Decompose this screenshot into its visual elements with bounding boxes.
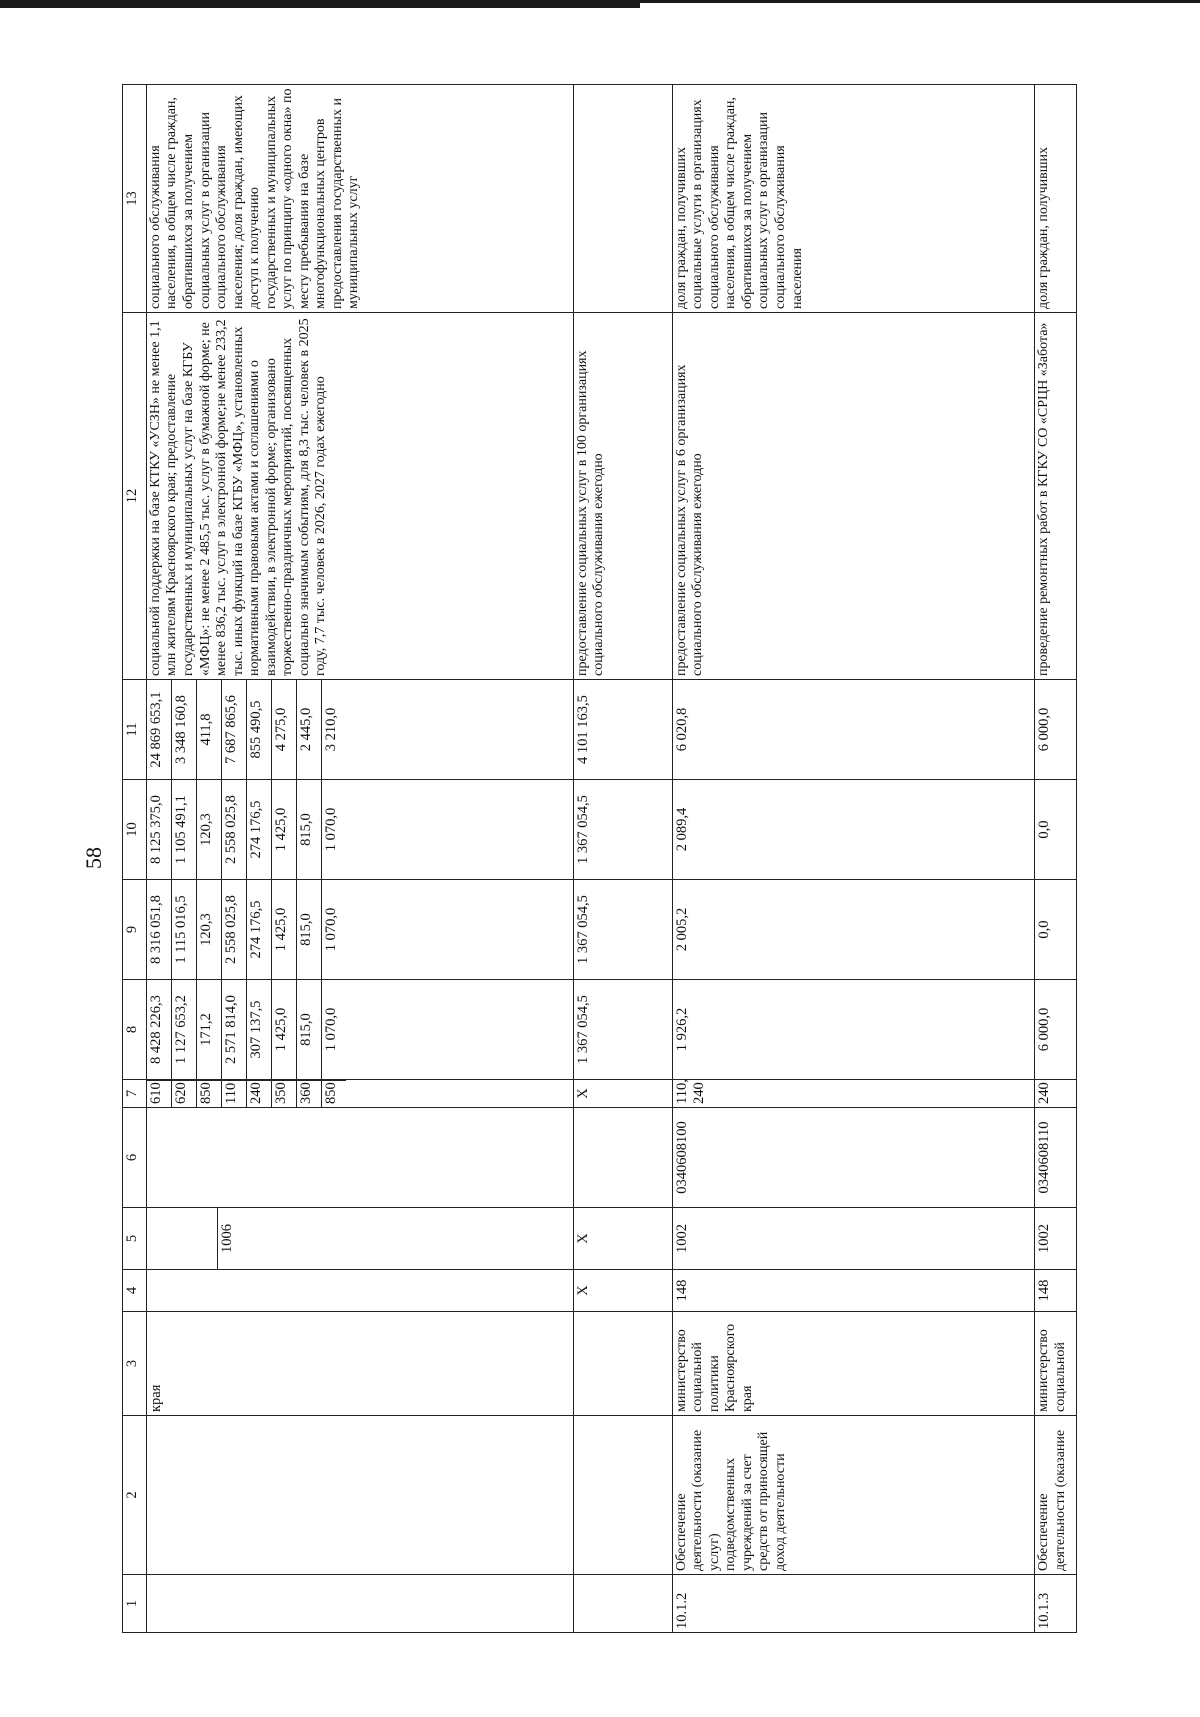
cell-expense-codes: 610 620 850 110 240 350 360 850	[146, 1080, 573, 1108]
cell-target-code: 0340608100	[672, 1108, 1034, 1208]
header-row	[123, 85, 147, 1633]
cell-ministry-code: 148	[1035, 1270, 1077, 1312]
rotated-table-wrapper	[122, 85, 1077, 1633]
cell-empty	[146, 1575, 573, 1633]
cell-measure-name: Обеспечение деятельности (оказание	[1035, 1416, 1077, 1575]
cell-expected-result: предоставление социальных услуг в 6 организациях социального обслуживания ежегодно	[672, 313, 1034, 680]
program-table	[122, 84, 1077, 1633]
header-cell: 8	[123, 980, 147, 1080]
cell-amount-2026: 2 005,2	[672, 880, 1034, 980]
cell-empty	[573, 85, 672, 313]
cell-expected-result: предоставление социальных услуг в 100 организациях социального обслуживания ежегодно	[573, 313, 672, 680]
header-cell: 4	[123, 1270, 147, 1312]
cell-empty	[146, 1108, 573, 1208]
header-cell: 13	[123, 85, 147, 313]
header-cell: 11	[123, 680, 147, 780]
cell-empty	[146, 1270, 573, 1312]
cell-amount-total: 6 020,8	[672, 680, 1034, 780]
header-cell: 6	[123, 1108, 147, 1208]
header-cell: 1	[123, 1575, 147, 1633]
cell-total-sum: 4 101 163,5	[573, 680, 672, 780]
cell-x-mark: Х	[573, 1270, 672, 1312]
header-cell: 12	[123, 313, 147, 680]
table-row-continuation	[146, 85, 573, 1633]
table-row-total	[573, 85, 672, 1633]
cell-section-code: 1002	[672, 1208, 1034, 1270]
cell-amounts-2027: 8 125 375,0 1 105 491,1 120,3 2 558 025,8 274 176,5 1 425,0 815,0 1 070,0	[146, 780, 573, 880]
cell-amounts-2026: 8 316 051,8 1 115 016,5 120,3 2 558 025,8 274 176,5 1 425,0 815,0 1 070,0	[146, 880, 573, 980]
cell-measure-name: Обеспечение деятельности (оказание услуг) подведомственных учреждений за счет средств от приносящей доход деятельности	[672, 1416, 1034, 1575]
cell-empty	[573, 1416, 672, 1575]
cell-item-number: 10.1.3	[1035, 1575, 1077, 1633]
cell-empty	[573, 1108, 672, 1208]
cell-expense-code: 240	[1035, 1080, 1077, 1108]
cell-indicator: доля граждан, получивших социальные услуги в организациях социального обслуживания населения, в общем числе граждан, обратившихся за получением социальных услуг в организации социального обслуживания населения	[672, 85, 1034, 313]
cell-expense-code: 110, 240	[672, 1080, 1034, 1108]
cell-amount-2027: 2 089,4	[672, 780, 1034, 880]
cell-indicator: доля граждан, получивших	[1035, 85, 1077, 313]
cell-expected-result: социальной поддержки на базе КТКУ «УСЗН» не менее 1,1 млн жителям Красноярского края; предоставление государственных и муниципальных услуг на базе КГБУ «МФЦ»: не менее 2 485,5 тыс. услуг в бумажной форме; не менее 836,2 тыс. услуг в электронной форме;не менее 233,2 тыс. иных функций на базе КГБУ «МФЦ», установленных нормативными правовыми актами и соглашениями о взаимодействии, в электронной форме; организовано торжественно-праздничных мероприятий, посвященных социально значимым событиям, для 8,3 тыс. человек в 2025 году, 7,7 тыс. человек в 2026, 2027 годах ежегодно	[146, 313, 573, 680]
cell-amount-2025: 6 000,0	[1035, 980, 1077, 1080]
top-border-rule	[0, 0, 640, 8]
cell-total-2025: 1 367 054,5	[573, 980, 672, 1080]
cell-amount-2026: 0,0	[1035, 880, 1077, 980]
cell-empty	[573, 1312, 672, 1416]
cell-indicator: социального обслуживания населения, в общем числе граждан, обратившихся за получением социальных услуг в организации социального обслуживания населения; доля граждан, имеющих доступ к получению государственных и муниципальных услуг по принципу «одного окна» по месту пребывания на базе многофункциональных центров предоставления государственных и муниципальных услуг	[146, 85, 573, 313]
cell-executor: министерство социальной политики Красноярского края	[672, 1312, 1034, 1416]
top-border-rule-thin	[640, 0, 1200, 3]
header-cell: 9	[123, 880, 147, 980]
table-row-10-1-3	[1035, 85, 1077, 1633]
page-number: 58	[81, 847, 106, 869]
cell-expected-result: проведение ремонтных работ в КГКУ СО «СРЦН «Забота»	[1035, 313, 1077, 680]
header-cell: 3	[123, 1312, 147, 1416]
cell-amounts-2025: 8 428 226,3 1 127 653,2 171,2 2 571 814,0 307 137,5 1 425,0 815,0 1 070,0	[146, 980, 573, 1080]
cell-target-code: 0340608110	[1035, 1108, 1077, 1208]
cell-item-number: 10.1.2	[672, 1575, 1034, 1633]
cell-executor-cont: края	[146, 1312, 573, 1416]
cell-section-code: 1002	[1035, 1208, 1077, 1270]
cell-amount-total: 6 000,0	[1035, 680, 1077, 780]
cell-amounts-total: 24 869 653,1 3 348 160,8 411,8 7 687 865,6 855 490,5 4 275,0 2 445,0 3 210,0	[146, 680, 573, 780]
cell-x-mark: Х	[573, 1080, 672, 1108]
cell-total-2026: 1 367 054,5	[573, 880, 672, 980]
cell-amount-2025: 1 926,2	[672, 980, 1034, 1080]
header-cell: 10	[123, 780, 147, 880]
cell-ministry-code: 148	[672, 1270, 1034, 1312]
header-cell: 5	[123, 1208, 147, 1270]
cell-executor: министерство социальной	[1035, 1312, 1077, 1416]
header-cell: 7	[123, 1080, 147, 1108]
cell-empty	[573, 1575, 672, 1633]
cell-x-mark: Х	[573, 1208, 672, 1270]
header-cell: 2	[123, 1416, 147, 1575]
table-row-10-1-2	[672, 85, 1034, 1633]
cell-section-code: 1006	[146, 1208, 573, 1270]
cell-total-2027: 1 367 054,5	[573, 780, 672, 880]
cell-empty	[146, 1416, 573, 1575]
cell-amount-2027: 0,0	[1035, 780, 1077, 880]
